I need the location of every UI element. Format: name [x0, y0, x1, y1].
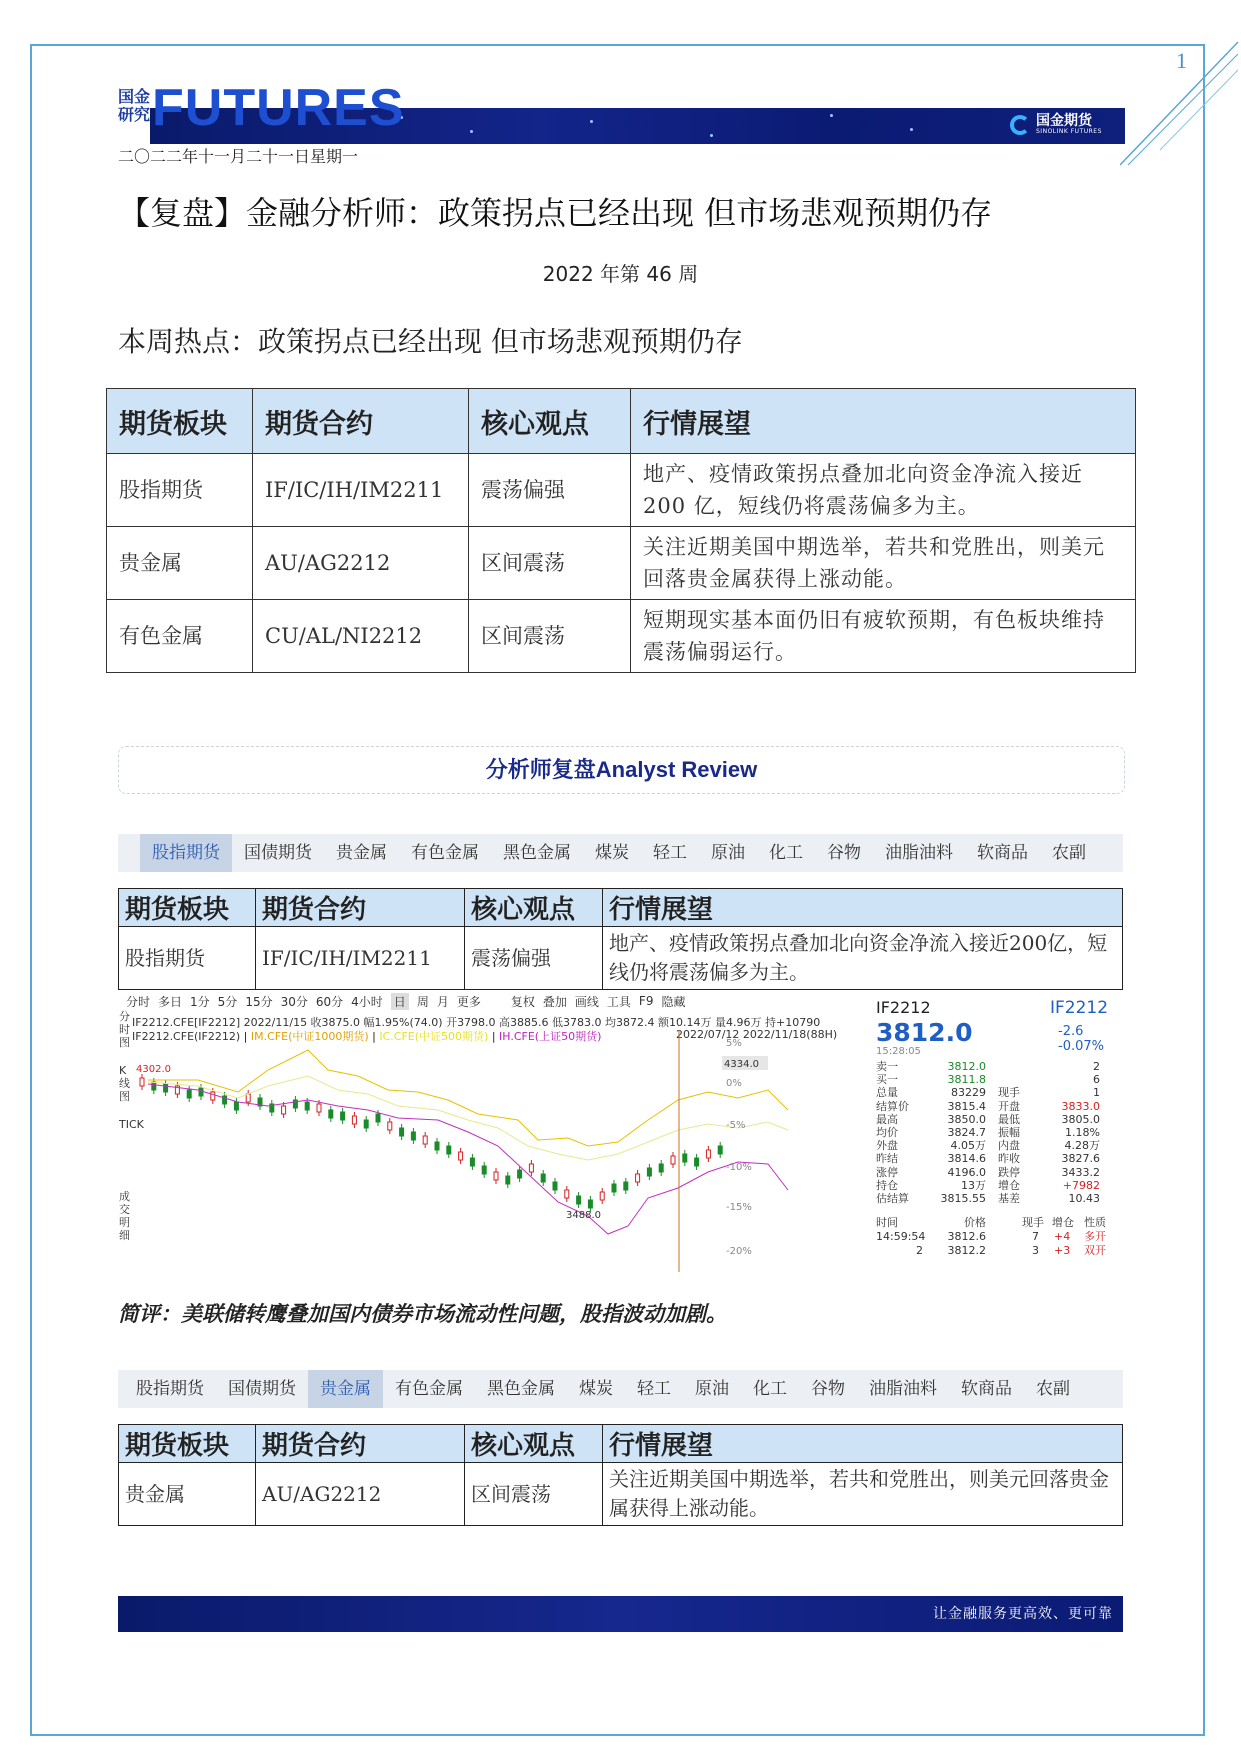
outlook-cell: 短期现实基本面仍旧有疲软预期，有色板块维持震荡偏弱运行。: [631, 600, 1136, 673]
quote-cell: 昨结: [876, 1152, 898, 1166]
candle-body: [152, 1082, 156, 1090]
quote-cell: 结算价: [876, 1099, 909, 1113]
quote-change-pct: -0.07%: [1058, 1039, 1104, 1054]
sector-nav-1: [118, 834, 1123, 872]
table-row: [119, 1463, 1123, 1526]
quote-row: [876, 1126, 1116, 1140]
y-tick-label: -15%: [726, 1202, 752, 1213]
table-row: [107, 527, 1136, 600]
table-header-row: [107, 389, 1136, 454]
report-date: 二〇二二年十一月二十一日星期一: [118, 147, 359, 166]
y-tick-label: 5%: [726, 1038, 742, 1049]
quote-change: [1058, 1024, 1104, 1054]
nav-tab-bond[interactable]: 国债期货: [228, 1379, 296, 1399]
quote-cell: 3433.2: [1061, 1165, 1100, 1179]
sector-cell: 股指期货: [107, 454, 253, 527]
nav-tab-grains[interactable]: 谷物: [827, 843, 861, 863]
ih-series-line: [148, 1084, 788, 1234]
toolbar-item[interactable]: 周: [416, 994, 429, 1009]
col-header: 期货板块: [119, 889, 256, 927]
quote-change-value: -2.6: [1058, 1024, 1084, 1039]
nav-tab-oils[interactable]: 油脂油料: [869, 1379, 937, 1399]
trade-type: 双开: [1084, 1244, 1106, 1257]
quote-cell: 4.28万: [1064, 1139, 1100, 1153]
quote-code: IF2212: [876, 998, 931, 1017]
nav-tab-light-industry[interactable]: 轻工: [653, 843, 687, 863]
candle-body: [211, 1092, 215, 1100]
candle-body: [164, 1084, 168, 1092]
trades-col: 价格: [964, 1216, 986, 1229]
nav-tab-stock-index[interactable]: 股指期货: [140, 834, 232, 872]
trade-oi: +3: [1054, 1244, 1071, 1257]
quote-cell: 开盘: [998, 1099, 1020, 1113]
quote-row: [876, 1179, 1116, 1193]
sector-nav-2: [118, 1370, 1123, 1408]
chart-date-range: 2022/07/12 2022/11/18(88H): [676, 1028, 838, 1041]
nav-tab-bond[interactable]: 国债期货: [244, 843, 312, 863]
quote-cell: 增仓: [998, 1178, 1020, 1192]
nav-tab-oils[interactable]: 油脂油料: [885, 843, 953, 863]
page-number: 1: [1176, 48, 1187, 73]
candle-body: [612, 1184, 616, 1192]
col-header: 行情展望: [603, 1425, 1123, 1463]
candle-body: [506, 1176, 510, 1184]
candle-body: [565, 1190, 569, 1198]
quote-cell: 内盘: [998, 1139, 1020, 1153]
quote-row: [876, 1100, 1116, 1114]
quote-cell: 昨收: [998, 1152, 1020, 1166]
chart-legend-info: IF2212.CFE[IF2212] 2022/11/15 收3875.0 幅1.95%(74.0) 开3798.0 高3885.6 低3783.0 均3872.4 额10.14万 量4.96万 持+10790: [132, 1016, 821, 1029]
nav-tab-nonferrous[interactable]: 有色金属: [395, 1379, 463, 1399]
series-im: IM.CFE(中证1000期货): [250, 1030, 369, 1043]
quote-row: [876, 1113, 1116, 1127]
toolbar-item[interactable]: 5分: [217, 994, 238, 1009]
quote-cell: 基差: [998, 1192, 1020, 1205]
candle-body: [329, 1110, 333, 1118]
quote-cell: 跌停: [998, 1165, 1020, 1179]
table-header-row: [119, 1425, 1123, 1463]
outlook-cell: 地产、疫情政策拐点叠加北向资金净流入接近200亿，短线仍将震荡偏多为主。: [603, 927, 1123, 990]
quote-time: 15:28:05: [876, 1046, 921, 1057]
quote-row: [876, 1192, 1116, 1206]
nav-tab-coal[interactable]: 煤炭: [579, 1379, 613, 1399]
candle-body: [718, 1146, 722, 1154]
quote-cell: 10.43: [1068, 1192, 1100, 1205]
quote-cell: 3815.55: [940, 1192, 986, 1205]
col-header: 核心观点: [465, 889, 603, 927]
trades-col: 时间: [876, 1216, 898, 1229]
candle-body: [683, 1154, 687, 1162]
nav-tab-light-industry[interactable]: 轻工: [637, 1379, 671, 1399]
toolbar-item-day[interactable]: 日: [391, 993, 409, 1010]
quote-cell: 13万: [961, 1178, 986, 1192]
trade-type: 多开: [1084, 1230, 1106, 1243]
contract-cell: AU/AG2212: [253, 527, 469, 600]
candle-body: [364, 1120, 368, 1128]
nav-tab-precious-metals[interactable]: 贵金属: [308, 1370, 383, 1408]
quote-row: [876, 1073, 1116, 1087]
candle-body: [494, 1172, 498, 1180]
nav-tab-ferrous[interactable]: 黑色金属: [487, 1379, 555, 1399]
quote-cell: 持仓: [876, 1178, 898, 1192]
logo-cn-line2: 研究: [118, 105, 151, 124]
nav-tab-softs[interactable]: 软商品: [961, 1379, 1012, 1399]
nav-tab-coal[interactable]: 煤炭: [595, 843, 629, 863]
sector-cell: 有色金属: [107, 600, 253, 673]
quote-row: [876, 1060, 1116, 1074]
brand-logo: [1010, 114, 1102, 136]
view-cell: 区间震荡: [465, 1463, 603, 1526]
quote-cell: 3812.0: [947, 1060, 986, 1073]
candle-body: [411, 1132, 415, 1140]
quote-cell: 均价: [876, 1126, 898, 1139]
quote-cell: 1.18%: [1065, 1126, 1100, 1139]
toolbar-item[interactable]: 隐藏: [661, 994, 686, 1009]
candle-body: [305, 1102, 309, 1110]
toolbar-item[interactable]: 60分: [315, 994, 344, 1009]
candle-body: [282, 1106, 286, 1114]
precious-metals-table: [118, 1424, 1123, 1526]
contract-cell: IF/IC/IH/IM2211: [256, 927, 465, 990]
logo-cn-line1: 国金: [118, 87, 151, 106]
candle-body: [199, 1088, 203, 1096]
quote-cell: 涨停: [876, 1165, 898, 1179]
quote-cell: 3814.6: [947, 1152, 986, 1166]
trade-oi: +4: [1054, 1230, 1071, 1243]
y-tick-label: 0%: [726, 1078, 742, 1089]
analyst-review-heading: [118, 746, 1125, 794]
toolbar-item[interactable]: 工具: [606, 994, 631, 1009]
quote-row: [876, 1139, 1116, 1153]
view-cell: 震荡偏强: [469, 454, 631, 527]
trade-time: 14:59:54: [876, 1230, 926, 1243]
kline-chart: [118, 990, 870, 1272]
candle-body: [482, 1166, 486, 1174]
col-header: 期货板块: [107, 389, 253, 454]
futures-chart-panel: [118, 990, 1123, 1272]
brand-name-en: SINOLINK FUTURES: [1036, 128, 1102, 135]
col-header: 期货合约: [256, 889, 465, 927]
series-ic: IC.CFE(中证500期货): [379, 1030, 489, 1043]
series-ih: IH.CFE(上证50期货): [499, 1030, 602, 1043]
candle-body: [435, 1142, 439, 1150]
candle-body: [600, 1192, 604, 1200]
page-title: 【复盘】金融分析师：政策拐点已经出现 但市场悲观预期仍存: [118, 194, 993, 232]
quote-cell: 3811.8: [947, 1073, 986, 1087]
high-mark-label: 4302.0: [136, 1064, 171, 1075]
view-cell: 区间震荡: [469, 527, 631, 600]
quote-cell: 83229: [951, 1086, 986, 1100]
candle-body: [553, 1182, 557, 1190]
footer-slogan: 让金融服务更高效、更可靠: [933, 1606, 1113, 1622]
candle-body: [541, 1174, 545, 1182]
toolbar-item[interactable]: F9: [638, 994, 654, 1008]
quote-cell: 3805.0: [1061, 1112, 1100, 1126]
nav-tab-crude[interactable]: 原油: [711, 843, 745, 863]
candle-body: [577, 1196, 581, 1204]
candle-body: [459, 1152, 463, 1160]
nav-tab-chemicals[interactable]: 化工: [769, 843, 803, 863]
candle-body: [352, 1116, 356, 1124]
brief-comment: 简评：美联储转鹰叠加国内债券市场流动性问题，股指波动加剧。: [118, 1302, 727, 1326]
y-tick-label: -5%: [726, 1120, 746, 1131]
corner-decoration: [1120, 40, 1241, 170]
quote-cell: 总量: [876, 1086, 898, 1100]
candle-body: [317, 1104, 321, 1112]
quote-cell: 3850.0: [947, 1112, 986, 1126]
quote-cell: 振幅: [998, 1126, 1020, 1139]
summary-table: [106, 388, 1136, 673]
nav-tab-chemicals[interactable]: 化工: [753, 1379, 787, 1399]
col-header: 行情展望: [603, 889, 1123, 927]
trade-price: 3812.6: [947, 1230, 986, 1243]
quote-cell: 3827.6: [1061, 1152, 1100, 1166]
quote-cell: 估结算: [876, 1192, 909, 1205]
trade-time: 2: [916, 1244, 923, 1257]
quote-code-link[interactable]: IF2212: [1050, 998, 1109, 1018]
candle-body: [470, 1158, 474, 1166]
candle-body: [388, 1122, 392, 1130]
nav-tab-ferrous[interactable]: 黑色金属: [503, 843, 571, 863]
chart-legend-series: IF2212.CFE(IF2212) | IM.CFE(中证1000期货) | IC.CFE(中证500期货) | IH.CFE(上证50期货): [132, 1030, 602, 1043]
trades-col: 性质: [1084, 1216, 1106, 1229]
side-tab-timeshare[interactable]: 分时图: [119, 1010, 130, 1049]
col-header: 期货板块: [119, 1425, 256, 1463]
quote-row: [876, 1166, 1116, 1180]
futures-logo: FUTURES: [152, 79, 405, 137]
col-header: 行情展望: [631, 389, 1136, 454]
brand-name: 国金期货: [1036, 113, 1092, 129]
candle-body: [659, 1164, 663, 1172]
side-tab-kline[interactable]: K线图: [119, 1064, 130, 1103]
nav-tab-nonferrous[interactable]: 有色金属: [411, 843, 479, 863]
brand-mark-icon: [1010, 115, 1030, 135]
trade-price: 3812.2: [947, 1244, 986, 1257]
candle-body: [636, 1174, 640, 1182]
quote-cell: 2: [1093, 1060, 1100, 1073]
table-header-row: [119, 889, 1123, 927]
trades-col: 现手: [1022, 1216, 1044, 1229]
quote-cell: 3815.4: [947, 1099, 986, 1113]
candle-body: [423, 1136, 427, 1144]
col-header: 期货合约: [256, 1425, 465, 1463]
candle-body: [624, 1182, 628, 1190]
col-header: 核心观点: [465, 1425, 603, 1463]
report-week: 2022 年第 46 周: [542, 262, 699, 286]
toolbar-item[interactable]: 15分: [245, 994, 273, 1009]
y-tick-label: -10%: [726, 1162, 752, 1173]
table-row: [119, 927, 1123, 990]
toolbar-item[interactable]: 1分: [190, 994, 210, 1009]
candle-body: [706, 1150, 710, 1158]
candle-body: [400, 1128, 404, 1136]
candle-body: [671, 1156, 675, 1164]
table-row: [107, 600, 1136, 673]
side-tab-trades[interactable]: 成交明细: [119, 1190, 130, 1242]
quote-cell: 最高: [876, 1112, 898, 1126]
quote-cell: 卖一: [876, 1060, 898, 1073]
nav-tab-precious-metals[interactable]: 贵金属: [336, 843, 387, 863]
quote-cell: 4196.0: [947, 1165, 986, 1179]
col-header: 期货合约: [253, 389, 469, 454]
contract-cell: CU/AL/NI2212: [253, 600, 469, 673]
quote-cell: 最低: [998, 1112, 1020, 1126]
trade-qty: 3: [1032, 1244, 1039, 1257]
col-header: 核心观点: [469, 389, 631, 454]
quote-cell: 现手: [998, 1086, 1020, 1100]
trade-row: [876, 1244, 1116, 1258]
series-if: IF2212.CFE(IF2212): [132, 1030, 241, 1043]
toolbar-item[interactable]: 30分: [280, 994, 308, 1009]
toolbar-item[interactable]: 月: [436, 994, 449, 1009]
candle-body: [588, 1200, 592, 1208]
quote-cell: 4.05万: [950, 1139, 986, 1153]
nav-tab-agri[interactable]: 农副: [1052, 843, 1086, 863]
toolbar-item[interactable]: 复权: [510, 994, 535, 1009]
quote-cell: 买一: [876, 1073, 898, 1087]
candle-body: [187, 1090, 191, 1098]
side-tab-tick[interactable]: TICK: [119, 1118, 144, 1131]
right-price-label: 4334.0: [724, 1059, 759, 1070]
nav-tab-crude[interactable]: 原油: [695, 1379, 729, 1399]
hot-topic: 本周热点：政策拐点已经出现 但市场悲观预期仍存: [118, 325, 743, 358]
candle-body: [246, 1094, 250, 1102]
quote-row: [876, 1086, 1116, 1100]
candle-body: [518, 1170, 522, 1178]
contract-cell: AU/AG2212: [256, 1463, 465, 1526]
quote-cell: 3833.0: [1061, 1099, 1100, 1113]
research-logo: [118, 88, 152, 124]
toolbar-item[interactable]: 4小时: [351, 994, 383, 1009]
trades-header: [876, 1216, 1116, 1230]
contract-cell: IF/IC/IH/IM2211: [253, 454, 469, 527]
nav-tab-softs[interactable]: 软商品: [977, 843, 1028, 863]
outlook-cell: 关注近期美国中期选举，若共和党胜出，则美元回落贵金属获得上涨动能。: [603, 1463, 1123, 1526]
toolbar-item[interactable]: 多日: [158, 994, 183, 1009]
quote-cell: +7982: [1062, 1178, 1100, 1192]
table-row: [107, 454, 1136, 527]
ic-series-line: [148, 1076, 788, 1160]
quote-cell: 3824.7: [947, 1126, 986, 1139]
y-tick-label: -20%: [726, 1246, 752, 1257]
quote-cell: 6: [1093, 1073, 1100, 1087]
candle-body: [447, 1146, 451, 1154]
toolbar-item[interactable]: 画线: [574, 994, 599, 1009]
quote-cell: 外盘: [876, 1139, 898, 1153]
view-cell: 震荡偏强: [465, 927, 603, 990]
trade-row: [876, 1230, 1116, 1244]
candle-body: [695, 1158, 699, 1166]
quote-row: [876, 1152, 1116, 1166]
sector-cell: 贵金属: [119, 1463, 256, 1526]
low-mark-label: 3488.0: [566, 1210, 601, 1221]
candle-body: [140, 1078, 144, 1086]
candle-body: [647, 1168, 651, 1176]
nav-tab-grains[interactable]: 谷物: [811, 1379, 845, 1399]
quote-panel: [870, 990, 1123, 1272]
candle-body: [234, 1102, 238, 1110]
outlook-cell: 关注近期美国中期选举，若共和党胜出，则美元回落贵金属获得上涨动能。: [631, 527, 1136, 600]
candle-body: [529, 1164, 533, 1172]
candle-body: [376, 1114, 380, 1122]
toolbar-item[interactable]: 分时: [126, 994, 151, 1009]
quote-price: 3812.0: [876, 1018, 973, 1047]
stock-index-table: [118, 888, 1123, 990]
trades-col: 增仓: [1052, 1216, 1074, 1229]
footer-banner: [118, 1596, 1123, 1632]
outlook-cell: 地产、疫情政策拐点叠加北向资金净流入接近 200 亿，短线仍将震荡偏多为主。: [631, 454, 1136, 527]
view-cell: 区间震荡: [469, 600, 631, 673]
nav-tab-stock-index[interactable]: 股指期货: [136, 1379, 204, 1399]
candle-body: [341, 1112, 345, 1120]
toolbar-item[interactable]: 更多: [456, 994, 481, 1009]
trade-qty: 7: [1032, 1230, 1039, 1243]
quote-cell: 1: [1093, 1086, 1100, 1100]
nav-tab-agri[interactable]: 农副: [1036, 1379, 1070, 1399]
toolbar-item[interactable]: 叠加: [542, 994, 567, 1009]
analyst-review-title: 分析师复盘Analyst Review: [485, 757, 758, 782]
sector-cell: 股指期货: [119, 927, 256, 990]
sector-cell: 贵金属: [107, 527, 253, 600]
